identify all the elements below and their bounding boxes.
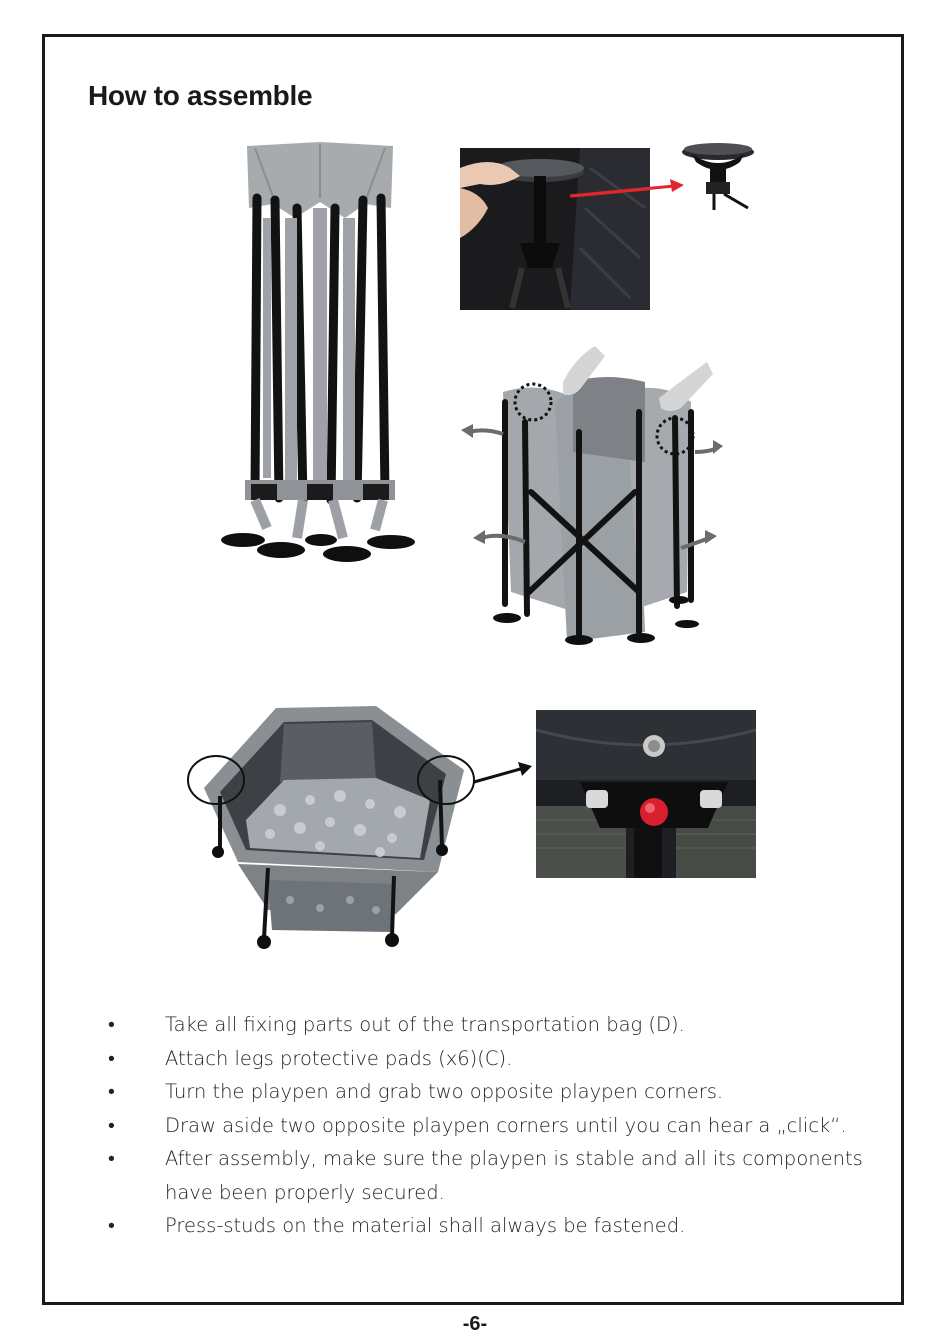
unfolding-playpen-illustration: [455, 342, 725, 652]
red-arrow-icon: [568, 178, 688, 202]
bullet: •: [108, 1013, 115, 1036]
red-lock-button-closeup: [536, 710, 756, 878]
folded-playpen-illustration: [215, 138, 425, 568]
instruction-list: [108, 1008, 868, 1243]
hexagonal-playpen-illustration: [180, 700, 480, 955]
page-title: How to assemble: [88, 80, 313, 111]
bullet: •: [108, 1214, 115, 1237]
list-item: [108, 1042, 868, 1076]
list-item: [108, 1209, 868, 1243]
bullet: •: [108, 1147, 115, 1170]
list-item: [108, 1142, 868, 1209]
list-item: [108, 1109, 868, 1143]
list-item: [108, 1075, 868, 1109]
instruction-text: After assembly, make sure the playpen is stable and all its components have been properly secured.: [165, 1147, 863, 1204]
bullet: •: [108, 1113, 115, 1137]
instruction-text: Turn the playpen and grab two opposite playpen corners.: [165, 1080, 724, 1103]
leg-pad-photo: [460, 148, 650, 310]
bullet: •: [108, 1080, 115, 1103]
pointer-arrow-icon: [470, 760, 536, 788]
instruction-text: Press-studs on the material shall always be fastened.: [165, 1214, 686, 1237]
bullet: •: [108, 1046, 115, 1070]
instruction-text: Draw aside two opposite playpen corners until you can hear a „click“.: [165, 1113, 847, 1137]
instruction-text: Take all fixing parts out of the transportation bag (D).: [165, 1013, 685, 1036]
page-number: -6-: [462, 1313, 488, 1335]
list-item: [108, 1008, 868, 1042]
leg-pad-closeup: [680, 142, 760, 212]
instruction-text: Attach legs protective pads (x6)(C).: [165, 1046, 513, 1070]
